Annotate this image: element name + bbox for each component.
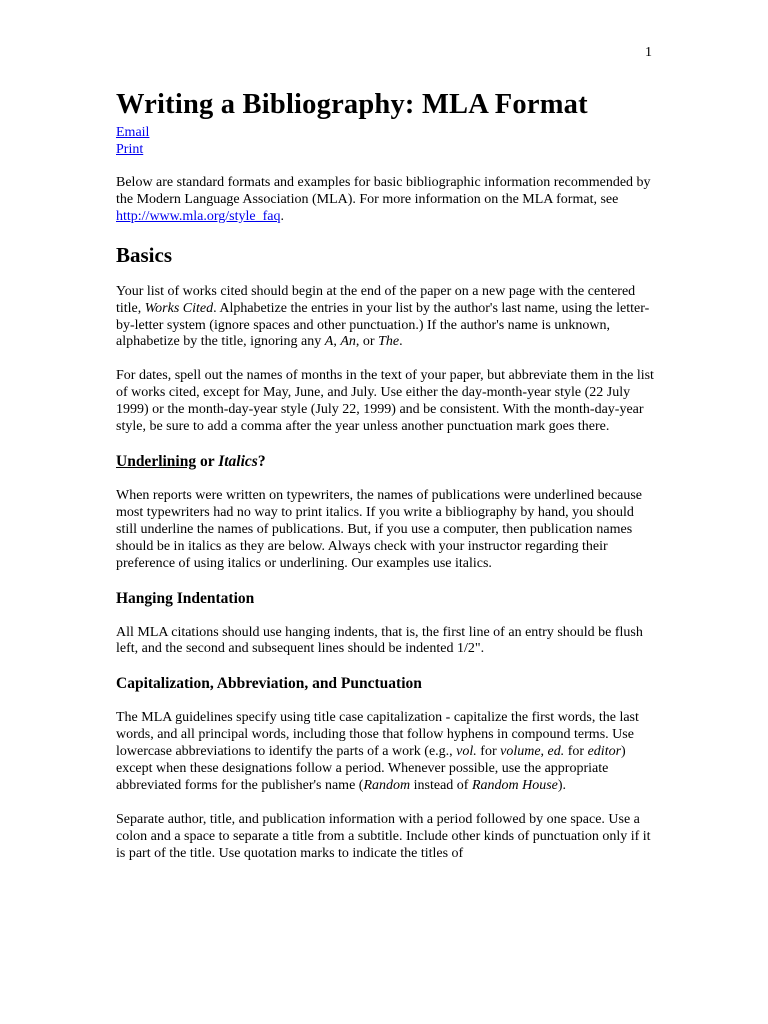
page-title: Writing a Bibliography: MLA Format [116,89,588,120]
basics-paragraph-1: Your list of works cited should begin at the end of the paper on a new page with the centered title, Works Cited. Alphabetize the entries in your list by the author's last name, using the letter-by-letter system (ignore spaces and other punctuation.) If the author's name is unknown, alphabetize by the title, ignoring any A, An, or The. [116,283,650,350]
action-links [116,124,656,158]
intro-paragraph: Below are standard formats and examples for basic bibliographic information recommended by the Modern Language Association (MLA). For more information on the MLA format, see http://www.mla.org/style_faq. [116,175,651,224]
capitalization-heading: Capitalization, Abbreviation, and Punctuation [116,675,422,693]
page-number: 1 [645,45,652,60]
hanging-indentation-paragraph: All MLA citations should use hanging indents, that is, the first line of an entry should be flush left, and the second and subsequent lines should be indented 1/2". [116,624,643,657]
basics-heading: Basics [116,242,173,267]
capitalization-paragraph-2: Separate author, title, and publication information with a period followed by one space. Use a colon and a space to separate a title from a subtitle. Include other kinds of punctuation only if it is part of the title. Use quotation marks to indicate the titles of [116,811,651,861]
basics-paragraph-2: For dates, spell out the names of months in the text of your paper, but abbreviate them in the list of works cited, except for May, June, and July. Use either the day-month-year style (22 July 1999) or the month-day-year style (July 22, 1999) and be consistent. With the month-day-year style, be sure to add a comma after the year unless another punctuation mark goes there. [116,368,654,435]
underlining-paragraph: When reports were written on typewriters, the names of publications were underlined because most typewriters had no way to print italics. If you write a bibliography by hand, you should still underline the names of publications. But, if you use a computer, then publication names should be in italics as they are below. Always check with your instructor regarding their preference of using italics or underlining. Our examples use italics. [116,487,642,571]
capitalization-paragraph-1: The MLA guidelines specify using title case capitalization - capitalize the first words, the last words, and all principal words, including those that follow hyphens in compound terms. Use lowercase abbreviations to identify the parts of a work (e.g., vol. for volume, ed. for editor) except when these designations follow a period. Whenever possible, use the appropriate abbreviated forms for the publisher's name (Random instead of Random House). [116,710,639,793]
email-link[interactable]: Email [116,125,150,140]
document-content [116,86,656,863]
underlining-heading: Underlining or Italics? [116,452,266,470]
mla-style-faq-link[interactable]: http://www.mla.org/style_faq [116,208,281,224]
print-link[interactable]: Print [116,142,144,157]
hanging-indentation-heading: Hanging Indentation [116,589,255,607]
